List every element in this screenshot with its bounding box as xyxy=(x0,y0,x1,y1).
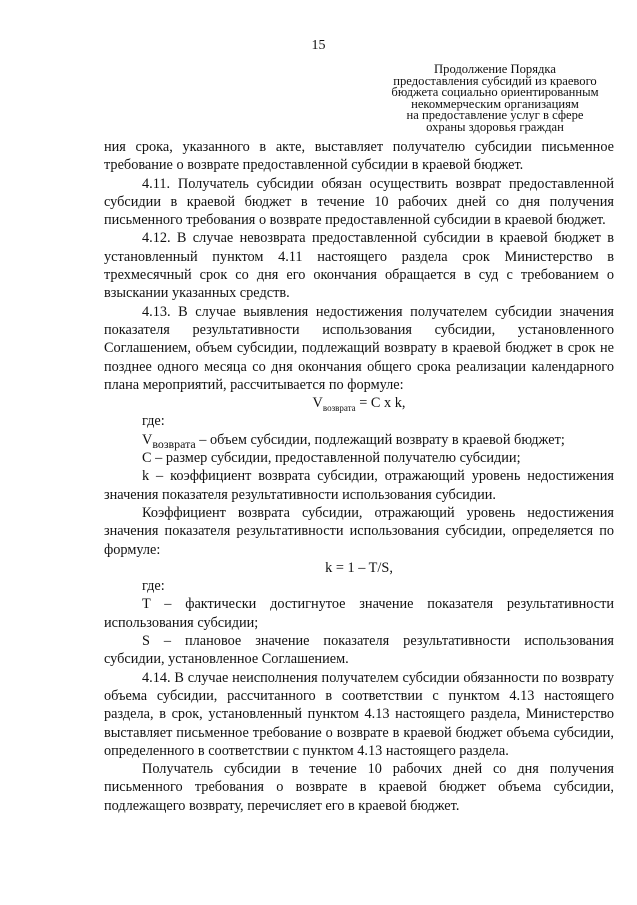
paragraph-continuation: ния срока, указанного в акте, выставляет получателю субсидии письменное требование о возврате предоставленной субсидии в краевой бюджет. xyxy=(104,139,614,174)
definition-s: S – плановое значение показателя результативности использования субсидии, установленное Соглашением. xyxy=(104,633,614,668)
paragraph-final: Получатель субсидии в течение 10 рабочих дней со дня получения письменного требования о возврате в краевой бюджет объема субсидии, подлежащего возврату, перечисляет его в краевой бюджет. xyxy=(104,761,614,814)
where-label: где: xyxy=(142,578,165,595)
header-line: охраны здоровья граждан xyxy=(426,119,564,134)
definition-c: C – размер субсидии, предоставленной получателю субсидии; xyxy=(142,450,521,467)
paragraph-4-14: 4.14. В случае неисполнения получателем субсидии обязанности по возврату объема субсидии, рассчитанного в соответствии с пунктом 4.13 настоящего раздела, в срок, установленный пунктом 4.13 настоящего раздела, Министерство выставляет письменное требование о возврате в краевой бюджет объема субсидии, определенного в соответствии с пунктом 4.13 настоящего раздела. xyxy=(104,669,614,759)
body-text xyxy=(104,138,614,815)
page-number: 15 xyxy=(311,38,326,53)
paragraph-4-12: 4.12. В случае невозврата предоставленной субсидии в краевой бюджет в установленный пунктом 4.11 настоящего раздела срок Министерство в трехмесячный срок со дня его окончания обращается в суд с требованием о взыскании указанных средств. xyxy=(104,230,614,302)
header-line: на предоставление услуг в сфере xyxy=(406,108,584,122)
formula-rhs: = C x k, xyxy=(355,395,406,412)
definition-v xyxy=(104,431,614,449)
formula-k: k = 1 – T/S, xyxy=(325,559,393,576)
paragraph-coefficient: Коэффициент возврата субсидии, отражающий уровень недостижения значения показателя результативности использования субсидии, определяется по формуле: xyxy=(104,504,614,558)
where-label: где: xyxy=(142,413,165,430)
definition-k: k – коэффициент возврата субсидии, отражающий уровень недостижения значения показателя результативности использования субсидии. xyxy=(104,468,614,503)
document-header xyxy=(370,64,620,133)
header-line: некоммерческим организациям xyxy=(411,96,579,111)
definition-v-sub: возврата xyxy=(152,436,196,451)
header-line: Продолжение Порядка xyxy=(434,62,556,76)
formula-lhs-sub: возврата xyxy=(322,403,356,414)
paragraph-4-13: 4.13. В случае выявления недостижения получателем субсидии значения показателя результативности использования субсидии, установленного Соглашением, объем субсидии, подлежащий возврату в краевой бюджет в срок не позднее одного месяца со дня окончания общего срока реализации календарного плана мероприятий, рассчитывается по формуле: xyxy=(104,303,614,393)
definition-v-symbol: V xyxy=(142,431,153,448)
formula-lhs: V xyxy=(312,395,323,412)
formula-v-return xyxy=(104,394,614,412)
definition-t: T – фактически достигнутое значение показателя результативности использования субсидии; xyxy=(104,596,614,631)
header-line: предоставления субсидий из краевого xyxy=(393,73,597,88)
paragraph-4-11: 4.11. Получатель субсидии обязан осуществить возврат предоставленной субсидии в краевой бюджет в течение 10 рабочих дней со дня получения письменного требования о возврате предоставленной субсидии в краевой бюджет. xyxy=(104,175,614,229)
definition-v-text: – объем субсидии, подлежащий возврату в краевой бюджет; xyxy=(195,431,565,448)
header-line: бюджета социально ориентированным xyxy=(391,85,599,99)
